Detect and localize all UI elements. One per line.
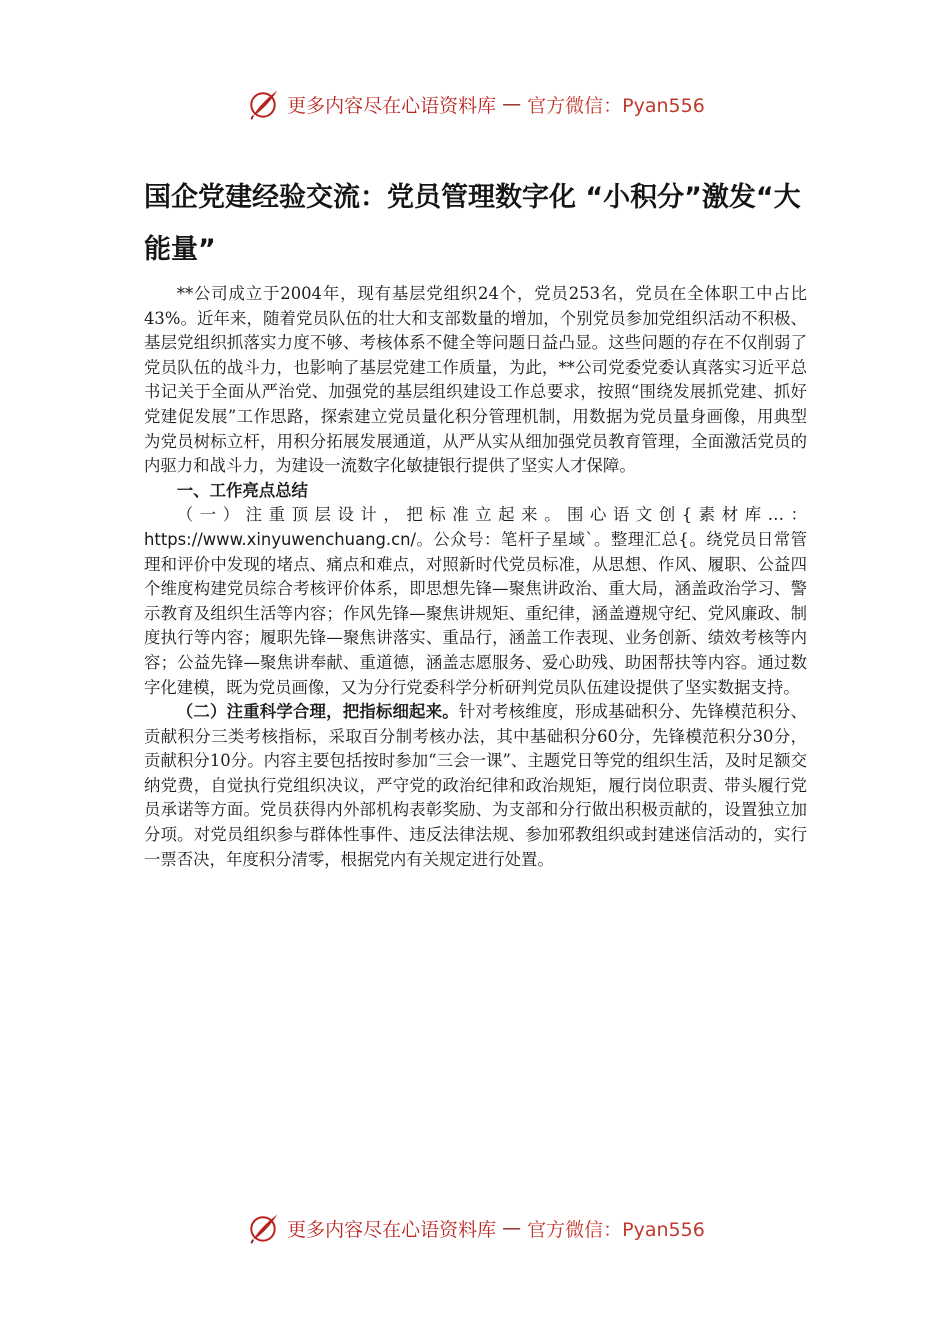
document-body [144, 282, 807, 872]
banner-slogan: 更多内容尽在心语资料库 [287, 94, 497, 117]
paragraph-1-rest: 。公众号：笔杆子星域`。整理汇总{。绕党员日常管理和评价中发现的堵点、痛点和难点，对照新时代党员标准，从思想、作风、履职、公益四个维度构建党员综合考核评价体系，即思想先锋—聚焦讲政治、重大局，涵盖政治学习、警示教育及组织生活等内容；作风先锋—聚焦讲规矩、重纪律，涵盖遵规守纪、党风廉政、制度执行等内容；履职先锋—聚焦讲落实、重品行，涵盖工作表现、业务创新、绩效考核等内容；公益先锋—聚焦讲奉献、重道德，涵盖志愿服务、爱心助残、助困帮扶等内容。通过数字化建模，既为党员画像，又为分行党委科学分析研判党员队伍建设提供了坚实数据支持。 [144, 529, 807, 697]
paragraph-2-lead: （二）注重科学合理，把指标细起来。 [176, 702, 459, 722]
footer-watermark-banner [0, 1208, 950, 1248]
banner-wechat: 官方微信：Pyan556 [527, 1218, 705, 1241]
document-title: 国企党建经验交流：党员管理数字化 “小积分”激发“大能量” [144, 182, 801, 265]
banner-separator: — [502, 93, 522, 115]
paragraph-2-rest: 针对考核维度，形成基础积分、先锋模范积分、贡献积分三类考核指标，采取百分制考核办法，其中基础积分60分，先锋模范积分30分，贡献积分10分。内容主要包括按时参加“三会一课”、主题党日等党的组织生活，及时足额交纳党费，自觉执行党组织决议，严守党的政治纪律和政治规矩，履行岗位职责、带头履行党员承诺等方面。党员获得内外部机构表彰奖励、为支部和分行做出积极贡献的，设置独立加分项。对党员组织参与群体性事件、违反法律法规、参加邪教组织或封建迷信活动的，实行一票否决，年度积分清零，根据党内有关规定进行处置。 [144, 702, 808, 869]
quill-logo-icon [245, 1210, 281, 1246]
banner-separator: — [502, 1217, 522, 1239]
intro-paragraph: **公司成立于2004年，现有基层党组织24个，党员253名，党员在全体职工中占比43%。近年来，随着党员队伍的壮大和支部数量的增加，个别党员参加党组织活动不积极、基层党组织抓落实力度不够、考核体系不健全等问题日益凸显。这些问题的存在不仅削弱了党员队伍的战斗力，也影响了基层党建工作质量，为此，**公司党委党委认真落实习近平总书记关于全面从严治党、加强党的基层组织建设工作总要求，按照“围绕发展抓党建、抓好党建促发展”工作思路，探索建立党员量化积分管理机制，用数据为党员量身画像，用典型为党员树标立杆，用积分拓展发展通道，从严从实从细加强党员教育管理，全面激活党员的内驱力和战斗力，为建设一流数字化敏捷银行提供了坚实人才保障。 [144, 284, 807, 476]
paragraph-2 [144, 700, 807, 872]
banner-wechat: 官方微信：Pyan556 [527, 94, 705, 117]
section-heading-1: 一、工作亮点总结 [176, 480, 308, 500]
header-watermark-banner [0, 84, 950, 124]
quill-logo-icon [245, 86, 281, 122]
paragraph-1-url: https://www.xinyuwenchuang.cn/ [144, 529, 417, 549]
paragraph-1-lead: （一）注重顶层设计，把标准立起来。围心语文创{素材库…： [176, 505, 807, 525]
paragraph-1 [144, 503, 807, 700]
banner-slogan: 更多内容尽在心语资料库 [287, 1218, 497, 1241]
